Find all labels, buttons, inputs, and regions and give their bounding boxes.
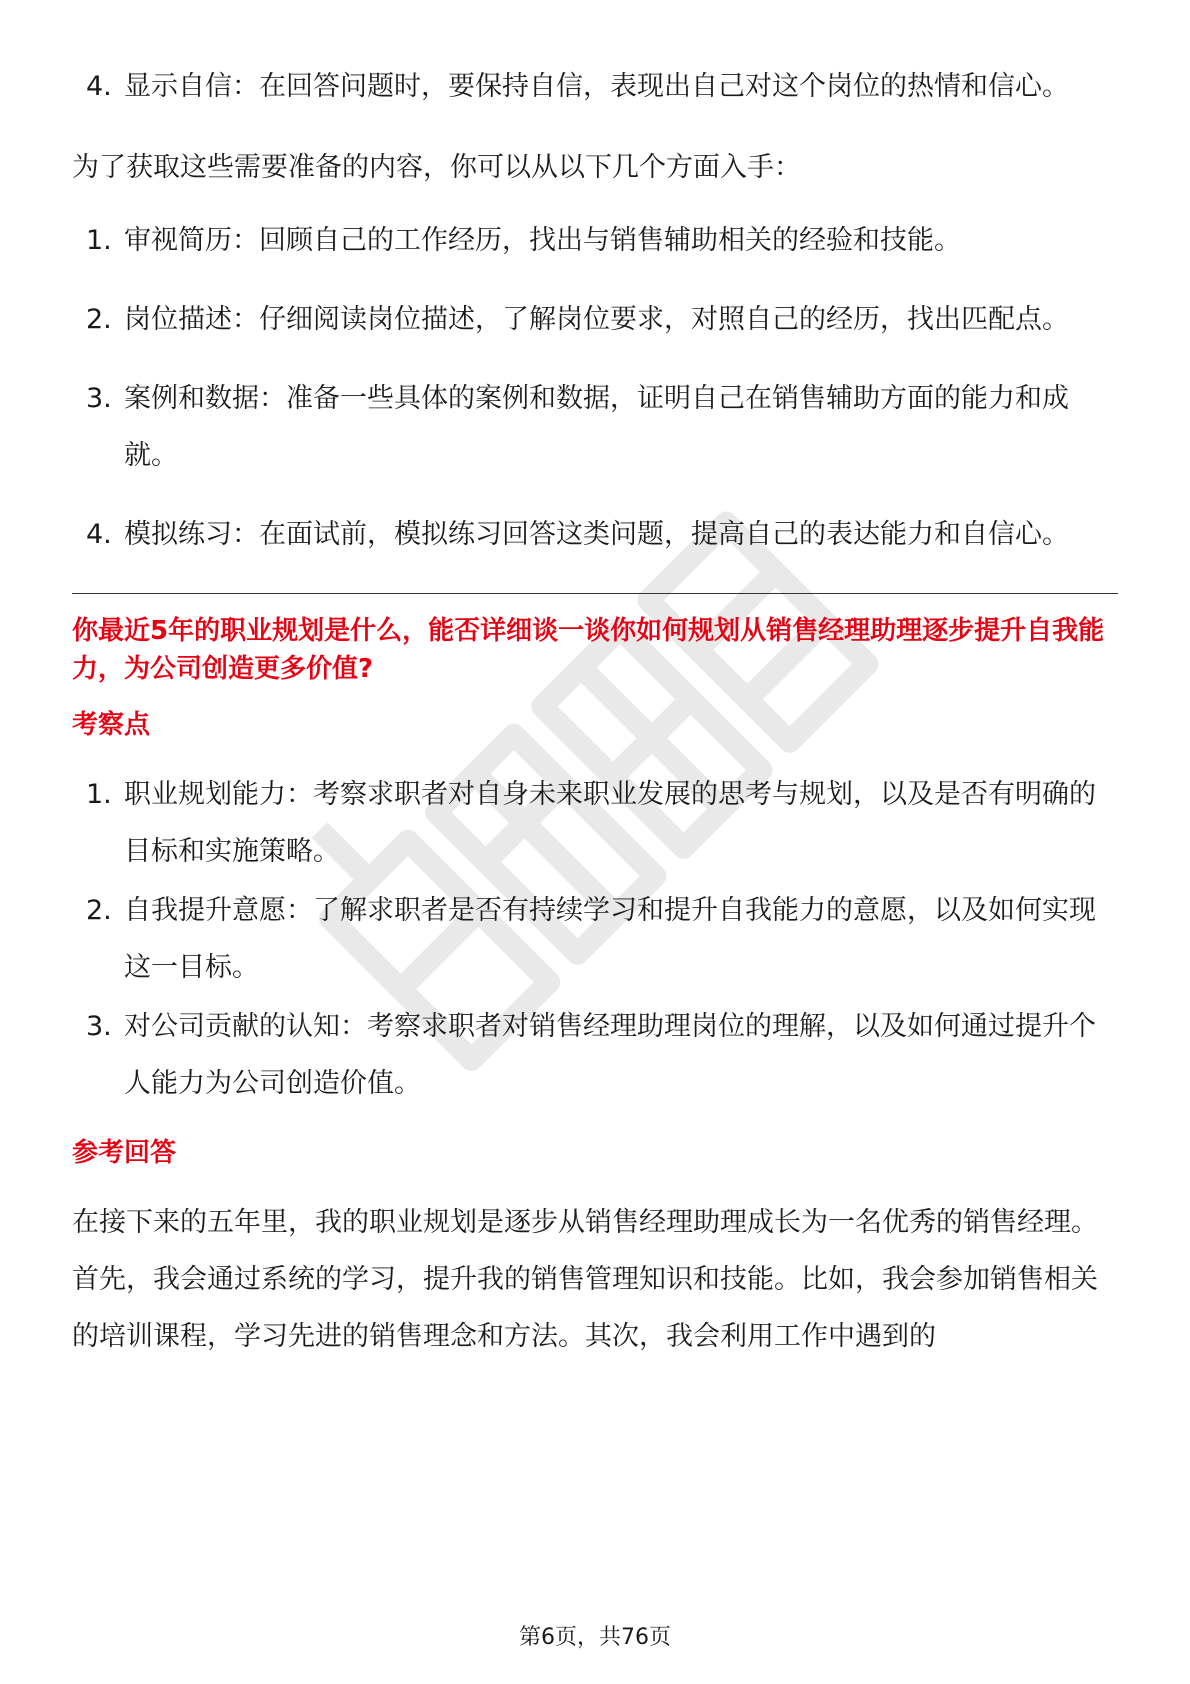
list-text: 模拟练习：在面试前，模拟练习回答这类问题，提高自己的表达能力和自信心。 [124, 519, 1069, 550]
list-number: 1. [86, 225, 112, 256]
list-text: 自我提升意愿：了解求职者是否有持续学习和提升自我能力的意愿，以及如何实现这一目标。 [124, 895, 1096, 983]
section-divider [72, 593, 1118, 594]
answer-paragraph: 在接下来的五年里，我的职业规划是逐步从销售经理助理成长为一名优秀的销售经理。首先，我会通过系统的学习，提升我的销售管理知识和技能。比如，我会参加销售相关的培训课程，学习先进的销售理念和方法。其次，我会利用工作中遇到的 [72, 1207, 1098, 1352]
list-number: 2. [86, 304, 112, 335]
list-item [72, 212, 1118, 269]
list-item [72, 882, 1118, 996]
section-heading-answer: 参考回答 [72, 1138, 177, 1168]
list-item [72, 291, 1118, 348]
list-item [72, 370, 1118, 484]
page-footer: 第6页，共76页 [519, 1625, 671, 1650]
list-number: 4. [86, 71, 112, 102]
list-text: 岗位描述：仔细阅读岗位描述，了解岗位要求，对照自己的经历，找出匹配点。 [124, 304, 1069, 335]
main-content [72, 58, 1118, 1365]
list-text: 案例和数据：准备一些具体的案例和数据，证明自己在销售辅助方面的能力和成就。 [124, 383, 1069, 471]
list-text: 显示自信：在回答问题时，要保持自信，表现出自己对这个岗位的热情和信心。 [124, 71, 1069, 102]
prepare-list [72, 212, 1118, 563]
list-item [72, 766, 1118, 880]
prepare-intro: 为了获取这些需要准备的内容，你可以从以下几个方面入手： [72, 152, 801, 183]
interview-question: 你最近5年的职业规划是什么，能否详细谈一谈你如何规划从销售经理助理逐步提升自我能力，为公司创造更多价值? [72, 616, 1105, 684]
list-number: 4. [86, 519, 112, 550]
list-number: 1. [86, 779, 112, 810]
list-text: 对公司贡献的认知：考察求职者对销售经理助理岗位的理解，以及如何通过提升个人能力为公司创造价值。 [124, 1011, 1096, 1099]
list-text: 职业规划能力：考察求职者对自身未来职业发展的思考与规划，以及是否有明确的目标和实施策略。 [124, 779, 1096, 867]
section-heading-points: 考察点 [72, 710, 151, 740]
list-text: 审视简历：回顾自己的工作经历，找出与销售辅助相关的经验和技能。 [124, 225, 961, 256]
top-list [72, 58, 1118, 115]
list-number: 3. [86, 1011, 112, 1042]
list-number: 3. [86, 383, 112, 414]
list-number: 2. [86, 895, 112, 926]
list-item [72, 506, 1118, 563]
points-list [72, 766, 1118, 1112]
list-item [72, 58, 1118, 115]
list-item [72, 998, 1118, 1112]
